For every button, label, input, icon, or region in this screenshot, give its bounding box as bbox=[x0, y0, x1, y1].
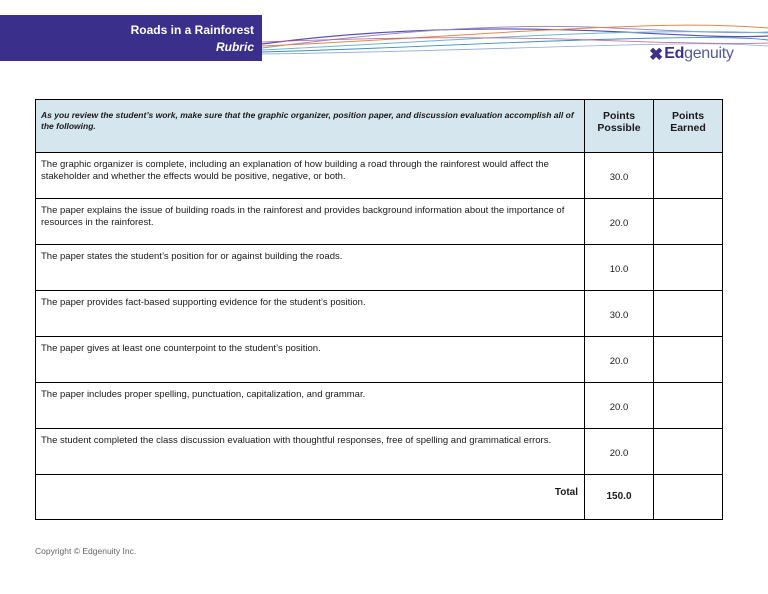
points-possible-cell: 10.0 bbox=[585, 245, 654, 291]
logo-wordmark-bold: Ed bbox=[664, 45, 685, 62]
table-row bbox=[36, 383, 723, 429]
criterion-cell: The paper includes proper spelling, punctuation, capitalization, and grammar. bbox=[36, 383, 585, 429]
points-possible-cell: 20.0 bbox=[585, 429, 654, 475]
points-possible-header: Points Possible bbox=[585, 100, 654, 153]
points-earned-cell[interactable] bbox=[654, 337, 723, 383]
criterion-cell: The graphic organizer is complete, including an explanation of how building a road through the rainforest would affect the stakeholder and whether the effects would be positive, negative, or both. bbox=[36, 153, 585, 199]
points-earned-cell[interactable] bbox=[654, 383, 723, 429]
table-header-row bbox=[36, 100, 723, 153]
criterion-cell: The paper provides fact-based supporting evidence for the student’s position. bbox=[36, 291, 585, 337]
points-earned-cell[interactable] bbox=[654, 429, 723, 475]
logo-x-icon: ✖ bbox=[649, 44, 664, 64]
criterion-cell: The paper gives at least one counterpoint to the student’s position. bbox=[36, 337, 585, 383]
copyright-notice: Copyright © Edgenuity Inc. bbox=[35, 546, 137, 556]
points-earned-header: Points Earned bbox=[654, 100, 723, 153]
points-possible-cell: 30.0 bbox=[585, 291, 654, 337]
points-earned-cell[interactable] bbox=[654, 245, 723, 291]
total-value: 150.0 bbox=[585, 475, 654, 520]
points-earned-cell[interactable] bbox=[654, 199, 723, 245]
instruction-cell: As you review the student’s work, make sure that the graphic organizer, position paper, and discussion evaluation accomplish all of the following. bbox=[36, 100, 585, 153]
document-subtitle: Rubric bbox=[215, 40, 254, 54]
rubric-table bbox=[35, 99, 723, 520]
points-possible-cell: 20.0 bbox=[585, 199, 654, 245]
total-label: Total bbox=[36, 475, 585, 520]
total-earned-cell[interactable] bbox=[654, 475, 723, 520]
edgenuity-logo bbox=[649, 43, 734, 65]
logo-wordmark-rest: genuity bbox=[684, 45, 734, 62]
table-row bbox=[36, 337, 723, 383]
points-possible-cell: 20.0 bbox=[585, 383, 654, 429]
criterion-cell: The student completed the class discussion evaluation with thoughtful responses, free of spelling and grammatical errors. bbox=[36, 429, 585, 475]
points-possible-cell: 20.0 bbox=[585, 337, 654, 383]
document-title: Roads in a Rainforest bbox=[130, 23, 254, 37]
table-row bbox=[36, 153, 723, 199]
points-earned-cell[interactable] bbox=[654, 153, 723, 199]
header-banner bbox=[0, 15, 262, 61]
points-possible-cell: 30.0 bbox=[585, 153, 654, 199]
table-row bbox=[36, 245, 723, 291]
criterion-cell: The paper explains the issue of building roads in the rainforest and provides background information about the importance of resources in the rainforest. bbox=[36, 199, 585, 245]
logo-wordmark bbox=[664, 45, 733, 63]
points-earned-cell[interactable] bbox=[654, 291, 723, 337]
table-row bbox=[36, 429, 723, 475]
criterion-cell: The paper states the student’s position for or against building the roads. bbox=[36, 245, 585, 291]
total-row bbox=[36, 475, 723, 520]
table-row bbox=[36, 291, 723, 337]
table-row bbox=[36, 199, 723, 245]
